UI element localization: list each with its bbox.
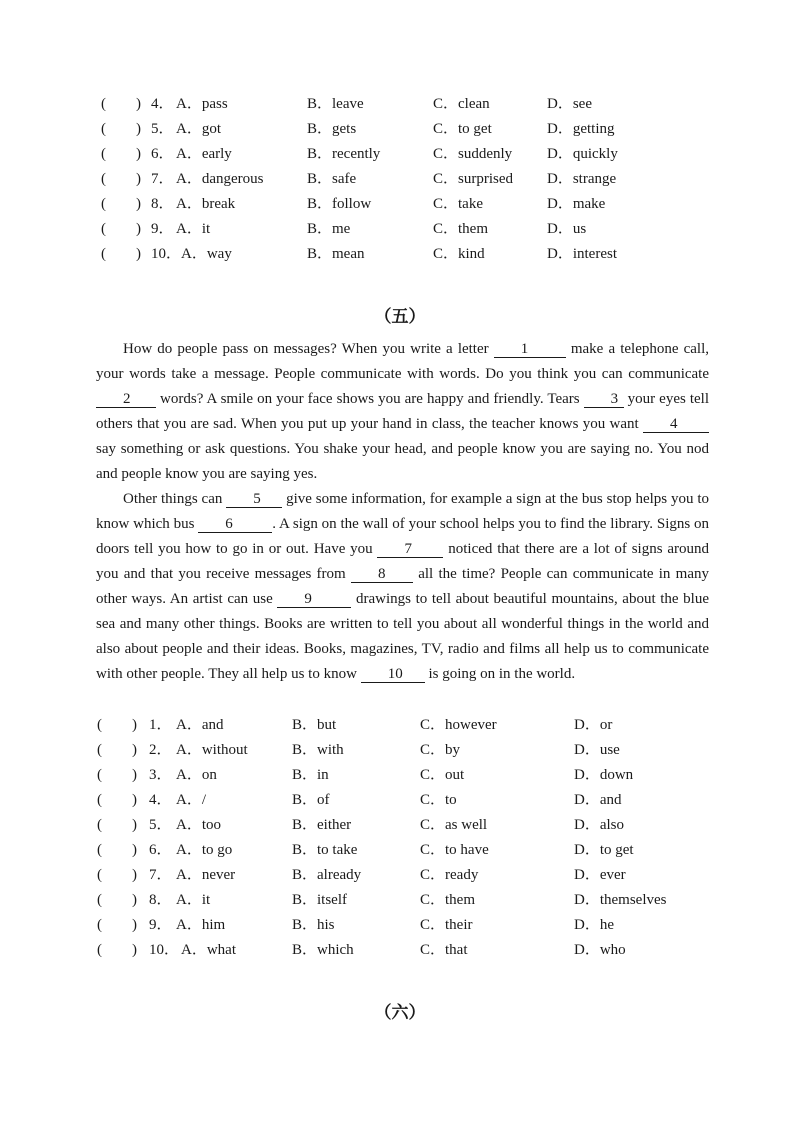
option-d: D．or	[574, 717, 613, 733]
option-b: B．his	[292, 917, 335, 933]
question-number: 2．	[149, 742, 172, 758]
answer-bracket[interactable]: ( )	[97, 717, 137, 733]
option-a: A．it	[176, 221, 211, 237]
option-c: C．clean	[433, 96, 490, 112]
passage-text: all the time? People can communicate in many other ways. An artist can use	[96, 566, 709, 607]
question-row	[0, 790, 800, 810]
answer-bracket[interactable]: ( )	[97, 942, 137, 958]
answer-bracket[interactable]: ( )	[101, 121, 141, 137]
option-c: C．take	[433, 196, 483, 212]
option-d: D．make	[547, 196, 606, 212]
option-d: D．who	[574, 942, 626, 958]
passage-text: words? A smile on your face shows you are happy and friendly. Tears	[160, 391, 580, 407]
option-d: D．and	[574, 792, 622, 808]
question-row	[0, 144, 800, 164]
option-d: D．strange	[547, 171, 617, 187]
option-a: A．/	[176, 792, 207, 808]
answer-bracket[interactable]: ( )	[97, 817, 137, 833]
option-c: C．their	[420, 917, 473, 933]
section-heading-6: （六）	[374, 1003, 426, 1023]
option-c: C．kind	[433, 246, 485, 262]
answer-bracket[interactable]: ( )	[101, 146, 141, 162]
option-c: C．to have	[420, 842, 489, 858]
option-b: B．recently	[307, 146, 381, 162]
option-c: C．by	[420, 742, 461, 758]
question-number: 5．	[151, 121, 174, 137]
option-b: B．leave	[307, 96, 364, 112]
question-number: 8．	[149, 892, 172, 908]
blank-9[interactable]: 9	[277, 591, 351, 608]
question-row	[0, 244, 800, 264]
question-number: 3．	[149, 767, 172, 783]
option-b: B．to take	[292, 842, 358, 858]
option-d: D．to get	[574, 842, 634, 858]
answer-bracket[interactable]: ( )	[97, 892, 137, 908]
option-b: B．mean	[307, 246, 365, 262]
question-number: 8．	[151, 196, 174, 212]
blank-1[interactable]: 1	[494, 341, 566, 358]
blank-5[interactable]: 5	[226, 491, 282, 508]
option-c: C．them	[433, 221, 488, 237]
passage-text: your eyes tell others that you are sad. When you put up your hand in class, the teacher knows you want	[96, 391, 710, 432]
question-row	[0, 765, 800, 785]
option-a: A．break	[176, 196, 236, 212]
passage-text: noticed that there are a lot of signs around you and that you receive messages from	[96, 541, 710, 582]
passage-paragraph-1	[96, 337, 709, 487]
passage-text: say something or ask questions. You shake your head, and people know you are saying no. You nod and people know you are saying yes.	[96, 441, 709, 482]
option-a: A．it	[176, 892, 211, 908]
option-d: D．see	[547, 96, 592, 112]
answer-bracket[interactable]: ( )	[101, 196, 141, 212]
blank-4[interactable]: 4	[643, 416, 709, 433]
blank-10[interactable]: 10	[361, 666, 425, 683]
option-d: D．he	[574, 917, 614, 933]
answer-bracket[interactable]: ( )	[97, 867, 137, 883]
answer-bracket[interactable]: ( )	[97, 792, 137, 808]
question-row	[0, 169, 800, 189]
option-d: D．use	[574, 742, 620, 758]
question-row	[0, 815, 800, 835]
passage-text: How do people pass on messages? When you write a letter	[123, 341, 489, 357]
question-number: 5．	[149, 817, 172, 833]
question-row	[0, 740, 800, 760]
answer-bracket[interactable]: ( )	[97, 842, 137, 858]
option-c: C．surprised	[433, 171, 513, 187]
question-number: 4．	[149, 792, 172, 808]
passage-text: is going on in the world.	[428, 666, 576, 682]
answer-bracket[interactable]: ( )	[97, 917, 137, 933]
blank-6[interactable]: 6	[198, 516, 272, 533]
option-b: B．gets	[307, 121, 357, 137]
question-row	[0, 890, 800, 910]
option-b: B．me	[307, 221, 351, 237]
option-a: A．never	[176, 867, 236, 883]
question-row	[0, 865, 800, 885]
option-b: B．with	[292, 742, 344, 758]
option-a: A．on	[176, 767, 217, 783]
question-row	[0, 715, 800, 735]
option-d: D．interest	[547, 246, 617, 262]
option-c: C．out	[420, 767, 465, 783]
option-c: C．them	[420, 892, 475, 908]
question-row	[0, 194, 800, 214]
option-a: A．dangerous	[176, 171, 264, 187]
question-row	[0, 119, 800, 139]
passage	[96, 337, 709, 687]
option-a: A．way	[181, 246, 232, 262]
option-a: A．early	[176, 146, 232, 162]
option-c: C．as well	[420, 817, 488, 833]
passage-text: give some information, for example a sign at the bus stop helps you to know which bus	[96, 491, 710, 532]
option-b: B．follow	[307, 196, 372, 212]
question-number: 6．	[151, 146, 174, 162]
section-heading-5: （五）	[374, 307, 426, 327]
answer-bracket[interactable]: ( )	[97, 767, 137, 783]
option-a: A．him	[176, 917, 226, 933]
question-row	[0, 840, 800, 860]
option-d: D．getting	[547, 121, 615, 137]
question-number: 10．	[151, 246, 182, 262]
option-a: A．too	[176, 817, 222, 833]
option-d: D．quickly	[547, 146, 618, 162]
question-number: 4．	[151, 96, 174, 112]
option-b: B．safe	[307, 171, 357, 187]
option-b: B．but	[292, 717, 337, 733]
option-a: A．without	[176, 742, 248, 758]
question-row	[0, 915, 800, 935]
option-d: D．down	[574, 767, 634, 783]
option-d: D．themselves	[574, 892, 667, 908]
option-c: C．that	[420, 942, 468, 958]
option-d: D．ever	[574, 867, 626, 883]
option-c: C．suddenly	[433, 146, 513, 162]
passage-paragraph-2	[96, 487, 709, 687]
option-b: B．itself	[292, 892, 347, 908]
question-row	[0, 219, 800, 239]
question-number: 6．	[149, 842, 172, 858]
passage-text: drawings to tell about beautiful mountains, about the blue sea and many other things. Books are written to tell you about all wonderful things in the world and also about people and their ideas. Books, magazines, TV, radio and films all help us to communicate with other people. They all help us to know	[96, 591, 709, 682]
option-b: B．in	[292, 767, 329, 783]
question-number: 1．	[149, 717, 172, 733]
option-d: D．us	[547, 221, 587, 237]
blank-8[interactable]: 8	[351, 566, 413, 583]
answer-bracket[interactable]: ( )	[101, 171, 141, 187]
question-number: 7．	[149, 867, 172, 883]
option-a: A．and	[176, 717, 224, 733]
blank-7[interactable]: 7	[377, 541, 443, 558]
answer-bracket[interactable]: ( )	[97, 742, 137, 758]
option-c: C．to get	[433, 121, 492, 137]
option-c: C．ready	[420, 867, 479, 883]
question-number: 9．	[151, 221, 174, 237]
answer-bracket[interactable]: ( )	[101, 221, 141, 237]
question-row	[0, 940, 800, 960]
option-b: B．of	[292, 792, 330, 808]
option-b: B．which	[292, 942, 354, 958]
passage-text: Other things can	[123, 491, 223, 507]
question-number: 7．	[151, 171, 174, 187]
option-a: A．what	[181, 942, 236, 958]
option-a: A．pass	[176, 96, 228, 112]
option-b: B．already	[292, 867, 362, 883]
option-c: C．however	[420, 717, 497, 733]
blank-2[interactable]: 2	[96, 391, 156, 408]
answer-bracket[interactable]: ( )	[101, 96, 141, 112]
question-number: 10．	[149, 942, 180, 958]
option-a: A．got	[176, 121, 222, 137]
option-b: B．either	[292, 817, 352, 833]
blank-3[interactable]: 3	[584, 391, 624, 408]
passage-text: . A sign on the wall of your school helps you to find the library. Signs on doors tell you how to go in or out. Have you	[96, 516, 710, 557]
passage-text: make a telephone call, your words take a message. People communicate with words. Do you think you can communicate	[96, 341, 710, 382]
question-row	[0, 94, 800, 114]
question-number: 9．	[149, 917, 172, 933]
option-c: C．to	[420, 792, 457, 808]
option-d: D．also	[574, 817, 624, 833]
answer-bracket[interactable]: ( )	[101, 246, 141, 262]
option-a: A．to go	[176, 842, 233, 858]
